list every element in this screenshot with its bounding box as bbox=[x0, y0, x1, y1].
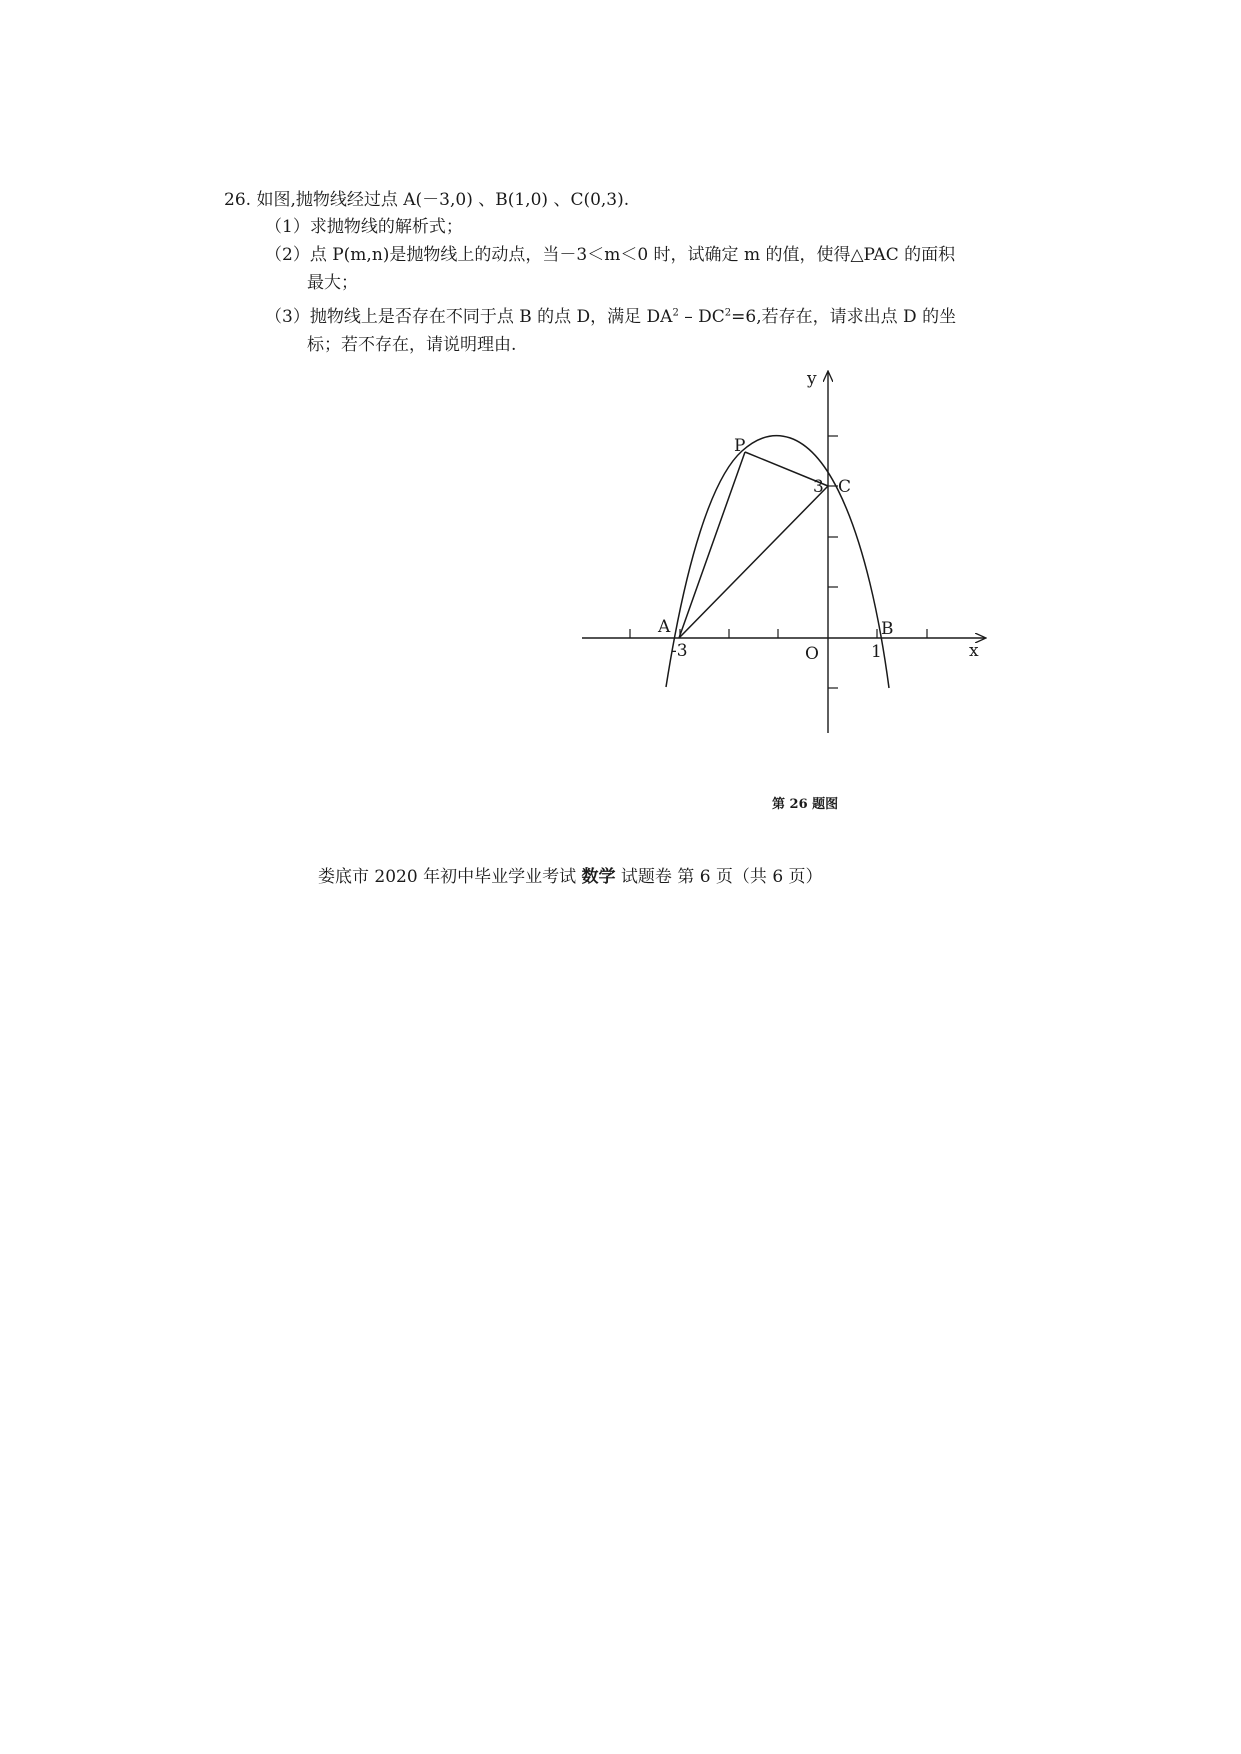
superscript-2-a: 2 bbox=[672, 307, 679, 319]
question-number: 26. bbox=[224, 190, 252, 210]
part-3-text-c: =6,若存在，请求出点 D 的坐 bbox=[731, 307, 957, 327]
x-axis-label: x bbox=[969, 641, 979, 661]
superscript-2-b: 2 bbox=[724, 307, 732, 319]
point-c-label: C bbox=[838, 477, 852, 497]
part-3-text-a: （3）抛物线上是否存在不同于点 B 的点 D，满足 DA bbox=[265, 307, 673, 327]
y-axis-label: y bbox=[807, 369, 817, 389]
tick-label-3: 3 bbox=[813, 477, 824, 497]
part-2-line-2: 最大； bbox=[307, 273, 358, 293]
segment-ac bbox=[679, 486, 828, 638]
footer-subject: 数学 bbox=[581, 867, 616, 887]
part-1: （1）求抛物线的解析式； bbox=[265, 217, 463, 237]
part-2-text: （2）点 P(m,n)是抛物线上的动点，当－3＜m＜0 时，试确定 m 的值，使得△PAC 的面积 bbox=[265, 245, 956, 265]
figure-caption: 第 26 题图 bbox=[772, 797, 839, 812]
parabola-curve bbox=[666, 436, 889, 688]
part-3-text-b: – DC bbox=[678, 307, 725, 327]
tick-label-neg3: -3 bbox=[671, 641, 688, 661]
footer-suffix: 试题卷 第 6 页（共 6 页） bbox=[615, 867, 823, 887]
footer-prefix: 娄底市 2020 年初中毕业学业考试 bbox=[318, 867, 582, 887]
point-p-label: P bbox=[734, 436, 746, 456]
page-footer bbox=[318, 862, 823, 887]
part-3-line-2: 标；若不存在，请说明理由. bbox=[307, 335, 517, 355]
point-b-label: B bbox=[881, 619, 894, 639]
segment-ap bbox=[679, 452, 745, 638]
tick-label-1: 1 bbox=[871, 642, 882, 662]
point-a-label: A bbox=[658, 617, 671, 637]
question-stem-text: 如图,抛物线经过点 A(－3,0) 、B(1,0) 、C(0,3). bbox=[256, 190, 630, 210]
origin-label: O bbox=[805, 644, 819, 664]
